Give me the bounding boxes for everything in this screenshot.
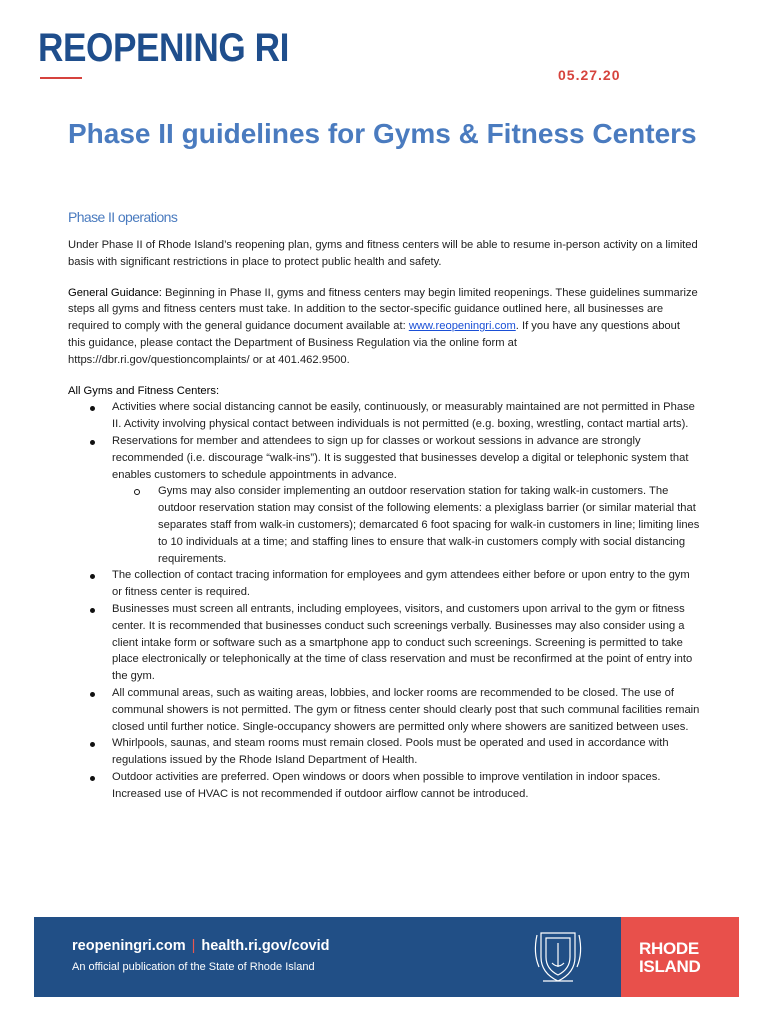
footer-tagline: An official publication of the State of Rhode Island (72, 961, 315, 973)
general-guidance-text-contact: . If you have any questions about this guidance, please contact the Department of Business Regulation via the online form at https://dbr.ri.gov/questioncomplaints/ or at 401.462.9500. (68, 320, 680, 366)
general-guidance-text: Beginning in Phase II, gyms and fitness centers may begin limited reopenings. These guidelines summarize steps all gyms and fitness centers must take. In addition to the sector-specific guidance outlined here, all businesses are required to comply with the general guidance document available at: (68, 286, 698, 333)
list-item (112, 433, 700, 567)
bullet-icon (90, 574, 95, 579)
brand-logo: REOPENING RI (38, 26, 289, 70)
page-title: Phase II guidelines for Gyms & Fitness Centers (68, 118, 697, 149)
list-item-text: Reservations for member and attendees to sign up for classes or workout sessions in advance are strongly recommended (i.e. discourage “walk-ins”). It is suggested that businesses develop a digital or telephonic system that enables customers to schedule appointments in advance. (112, 434, 689, 481)
bullet-icon (90, 440, 95, 445)
footer-separator: | (191, 938, 196, 954)
list-item-text: All communal areas, such as waiting areas, lobbies, and locker rooms are recommended to be closed. The use of communal showers is not permitted. The gym or fitness center should clearly post that such communal facilities remain closed until further notice. Single-occupancy showers are permitted only where showers are sanitized between uses. (112, 686, 700, 733)
general-guidance-label: General Guidance: (68, 286, 162, 299)
bullet-icon (90, 742, 95, 747)
footer-band (34, 917, 739, 997)
list-item (112, 685, 700, 735)
intro-paragraph: Under Phase II of Rhode Island’s reopening plan, gyms and fitness centers will be able to resume in-person activity on a limited basis with significant restrictions in place to protect public health and safety. (68, 239, 698, 268)
section-heading-phase-ii-operations: Phase II operations (68, 209, 178, 225)
list-item (112, 735, 700, 769)
logo-line-1: RHODE (639, 939, 699, 958)
brand-underline (40, 77, 82, 79)
list-item-text: The collection of contact tracing information for employees and gym attendees either before or upon entry to the gym or fitness center is required. (112, 569, 690, 599)
list-item-text: Whirlpools, saunas, and steam rooms must remain closed. Pools must be operated and used in accordance with regulations issued by the Rhode Island Department of Health. (112, 737, 669, 767)
hollow-bullet-icon (134, 489, 140, 495)
list-item (112, 769, 700, 803)
bullet-icon (90, 406, 95, 411)
sub-list (112, 483, 700, 567)
reopeningri-link[interactable]: www.reopeningri.com (408, 320, 516, 333)
list-item (112, 399, 700, 433)
rhode-island-logo (621, 917, 739, 997)
footer-links (72, 938, 330, 954)
list-item (112, 601, 700, 685)
general-guidance-paragraph (68, 285, 700, 369)
list-item (112, 567, 700, 601)
list-item-text: Outdoor activities are preferred. Open windows or doors when possible to improve ventilation in indoor spaces. Increased use of HVAC is not recommended if outdoor airflow cannot be introduced. (112, 770, 661, 800)
state-seal-icon (531, 927, 585, 987)
bullet-icon (90, 692, 95, 697)
document-body (68, 237, 700, 803)
sub-list-item-text: Gyms may also consider implementing an outdoor reservation station for taking walk-in customers. The outdoor reservation station may consist of the following elements: a plexiglass barrier (or similar material that separates staff from walk-in customers); demarcated 6 foot spacing for walk-in customers in line; limiting lines to 10 individuals at a time; and staffing lines to ensure that walk-in customers comply with social distancing requirements. (158, 485, 700, 565)
publication-date: 05.27.20 (558, 67, 621, 83)
footer-link-health[interactable]: health.ri.gov/covid (201, 938, 330, 954)
list-item-text: Activities where social distancing cannot be easily, continuously, or measurably maintained are not permitted in Phase II. Activity involving physical contact between individuals is not permitted (e.g. boxing, wrestling, contact martial arts). (112, 401, 695, 431)
footer-link-reopeningri[interactable]: reopeningri.com (72, 938, 186, 954)
logo-line-2: ISLAND (639, 957, 701, 976)
bullet-icon (90, 608, 95, 613)
list-item-text: Businesses must screen all entrants, including employees, visitors, and customers upon arrival to the gym or fitness center. It is recommended that businesses conduct such screenings verbally. Businesses may also consider using a client intake form or software such as a smartphone app to conduct such screenings. Screening is permitted to take place electronically or telephonically at the time of class reservation and must be reconfirmed at the point of entry into the gym. (112, 602, 693, 683)
sub-list-item (158, 483, 700, 567)
guideline-list (68, 399, 700, 802)
section-heading-all-gyms: All Gyms and Fitness Centers: (68, 384, 220, 397)
bullet-icon (90, 776, 95, 781)
